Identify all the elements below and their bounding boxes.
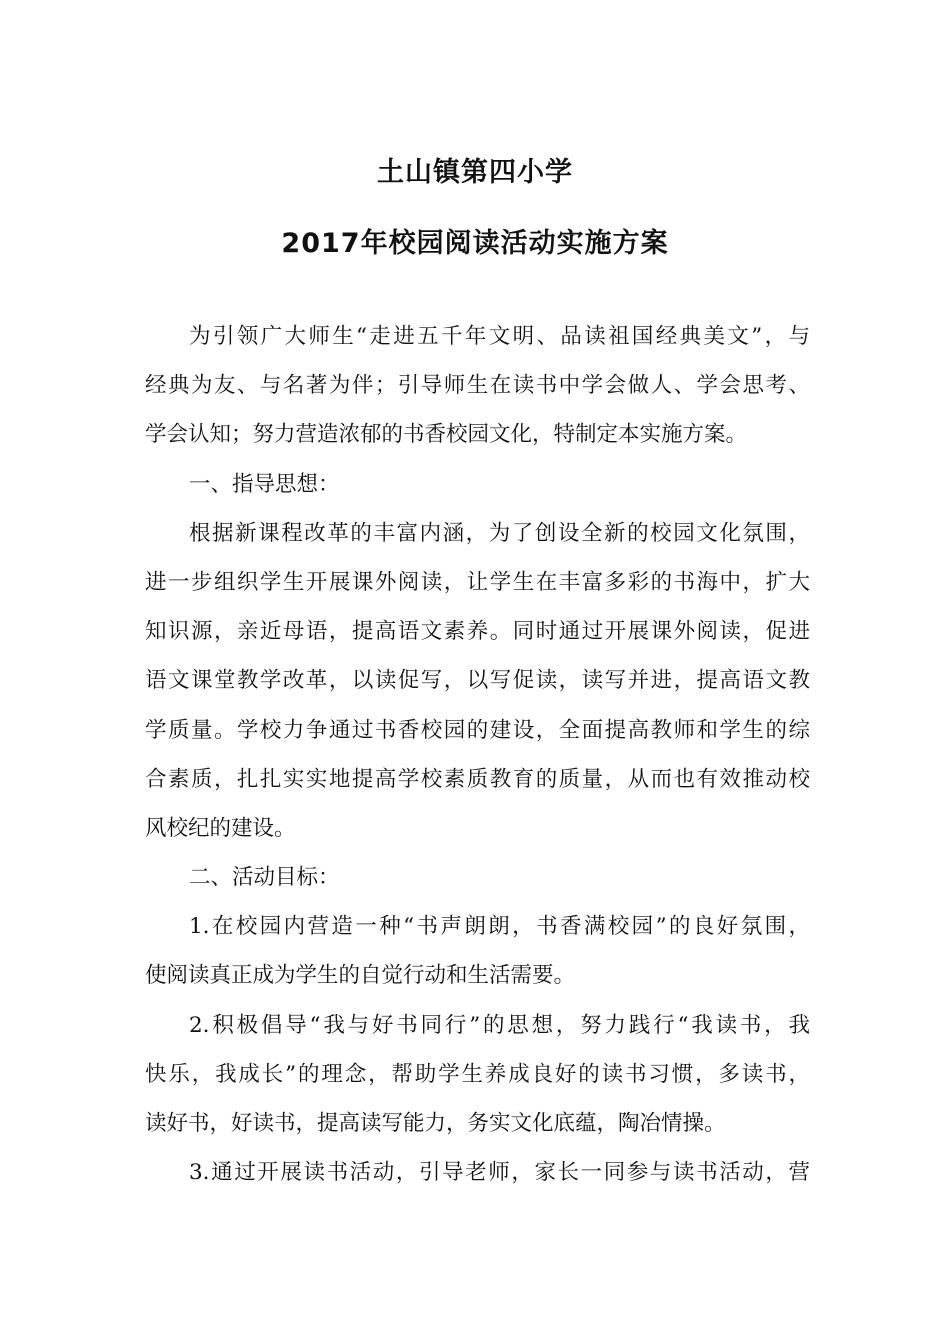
- section-heading: 一、指导思想：: [189, 471, 340, 497]
- paragraph-line: 语文课堂教学改革，以读促写，以写促读，读写并进，提高语文教: [145, 668, 810, 694]
- list-item-line: 快乐，我成长”的理念，帮助学生养成良好的读书习惯，多读书，: [145, 1061, 810, 1087]
- paragraph-line: 经典为友、与名著为伴；引导师生在读书中学会做人、学会思考、: [145, 373, 810, 399]
- list-item-line: 1.在校园内营造一种“书声朗朗，书香满校园”的良好氛围，: [189, 914, 810, 940]
- list-item-line: 读好书，好读书，提高读写能力，务实文化底蕴，陶冶情操。: [145, 1111, 726, 1136]
- paragraph-line: 根据新课程改革的丰富内涵，为了创设全新的校园文化氛围，: [189, 520, 810, 546]
- list-item-line: 使阅读真正成为学生的自觉行动和生活需要。: [145, 963, 576, 989]
- list-item-line: 3.通过开展读书活动，引导老师，家长一同参与读书活动，营: [189, 1160, 810, 1186]
- paragraph-line: 知识源，亲近母语，提高语文素养。同时通过开展课外阅读，促进: [145, 619, 810, 645]
- paragraph-line: 为引领广大师生“走进五千年文明、品读祖国经典美文”，与: [189, 324, 810, 349]
- section-heading: 二、活动目标：: [189, 865, 340, 891]
- list-item-line: 2.积极倡导“我与好书同行”的思想，努力践行“我读书，我: [189, 1012, 810, 1038]
- paragraph-line: 学质量。学校力争通过书香校园的建设，全面提高教师和学生的综: [145, 717, 810, 743]
- plan-title: 2017年校园阅读活动实施方案: [281, 228, 669, 259]
- paragraph-line: 学会认知；努力营造浓郁的书香校园文化，特制定本实施方案。: [145, 422, 748, 448]
- paragraph-line: 风校纪的建设。: [145, 815, 296, 841]
- document-body: [145, 312, 810, 1197]
- paragraph-line: 进一步组织学生开展课外阅读，让学生在丰富多彩的书海中，扩大: [145, 569, 810, 595]
- paragraph-line: 合素质，扎扎实实地提高学校素质教育的质量，从而也有效推动校: [145, 766, 810, 792]
- school-name-title: 土山镇第四小学: [377, 157, 573, 188]
